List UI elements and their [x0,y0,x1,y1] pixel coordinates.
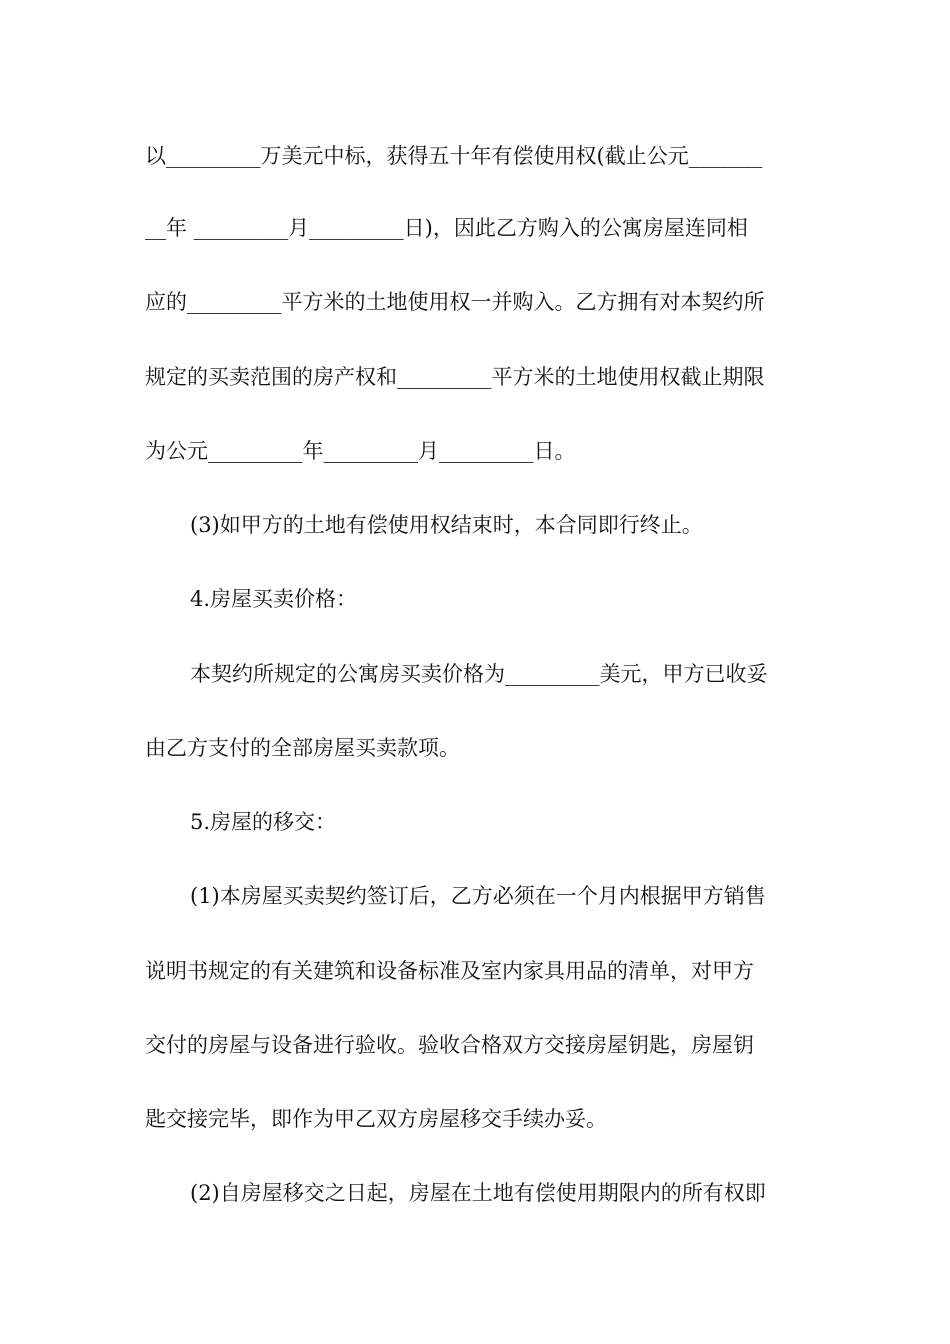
text-line: 说明书规定的有关建筑和设备标准及室内家具用品的清单，对甲方 [145,959,754,983]
text-line: 应的_________平方米的土地使用权一并购入。乙方拥有对本契约所 [145,290,765,314]
text-line: 本契约所规定的公寓房买卖价格为_________美元，甲方已收妥 [190,662,768,686]
text-line: 以_________万美元中标，获得五十年有偿使用权(截止公元_______ [145,144,763,168]
section-heading: 5.房屋的移交： [190,810,337,834]
text-line: 交付的房屋与设备进行验收。验收合格双方交接房屋钥匙，房屋钥 [145,1033,754,1057]
text-line: (2)自房屋移交之日起，房屋在土地有偿使用期限内的所有权即 [190,1181,766,1205]
text-line: 为公元_________年_________月_________日。 [145,439,576,463]
section-heading: 4.房屋买卖价格： [190,587,358,611]
text-line: (3)如甲方的土地有偿使用权结束时，本合同即行终止。 [190,513,703,537]
text-line: 由乙方支付的全部房屋买卖款项。 [145,736,460,760]
text-line: 匙交接完毕，即作为甲乙双方房屋移交手续办妥。 [145,1107,607,1131]
text-line: (1)本房屋买卖契约签订后，乙方必须在一个月内根据甲方销售 [190,884,766,908]
text-line: 规定的买卖范围的房产权和_________平方米的土地使用权截止期限 [145,365,765,389]
text-line: __年 _________月_________日)，因此乙方购入的公寓房屋连同相 [145,216,748,240]
